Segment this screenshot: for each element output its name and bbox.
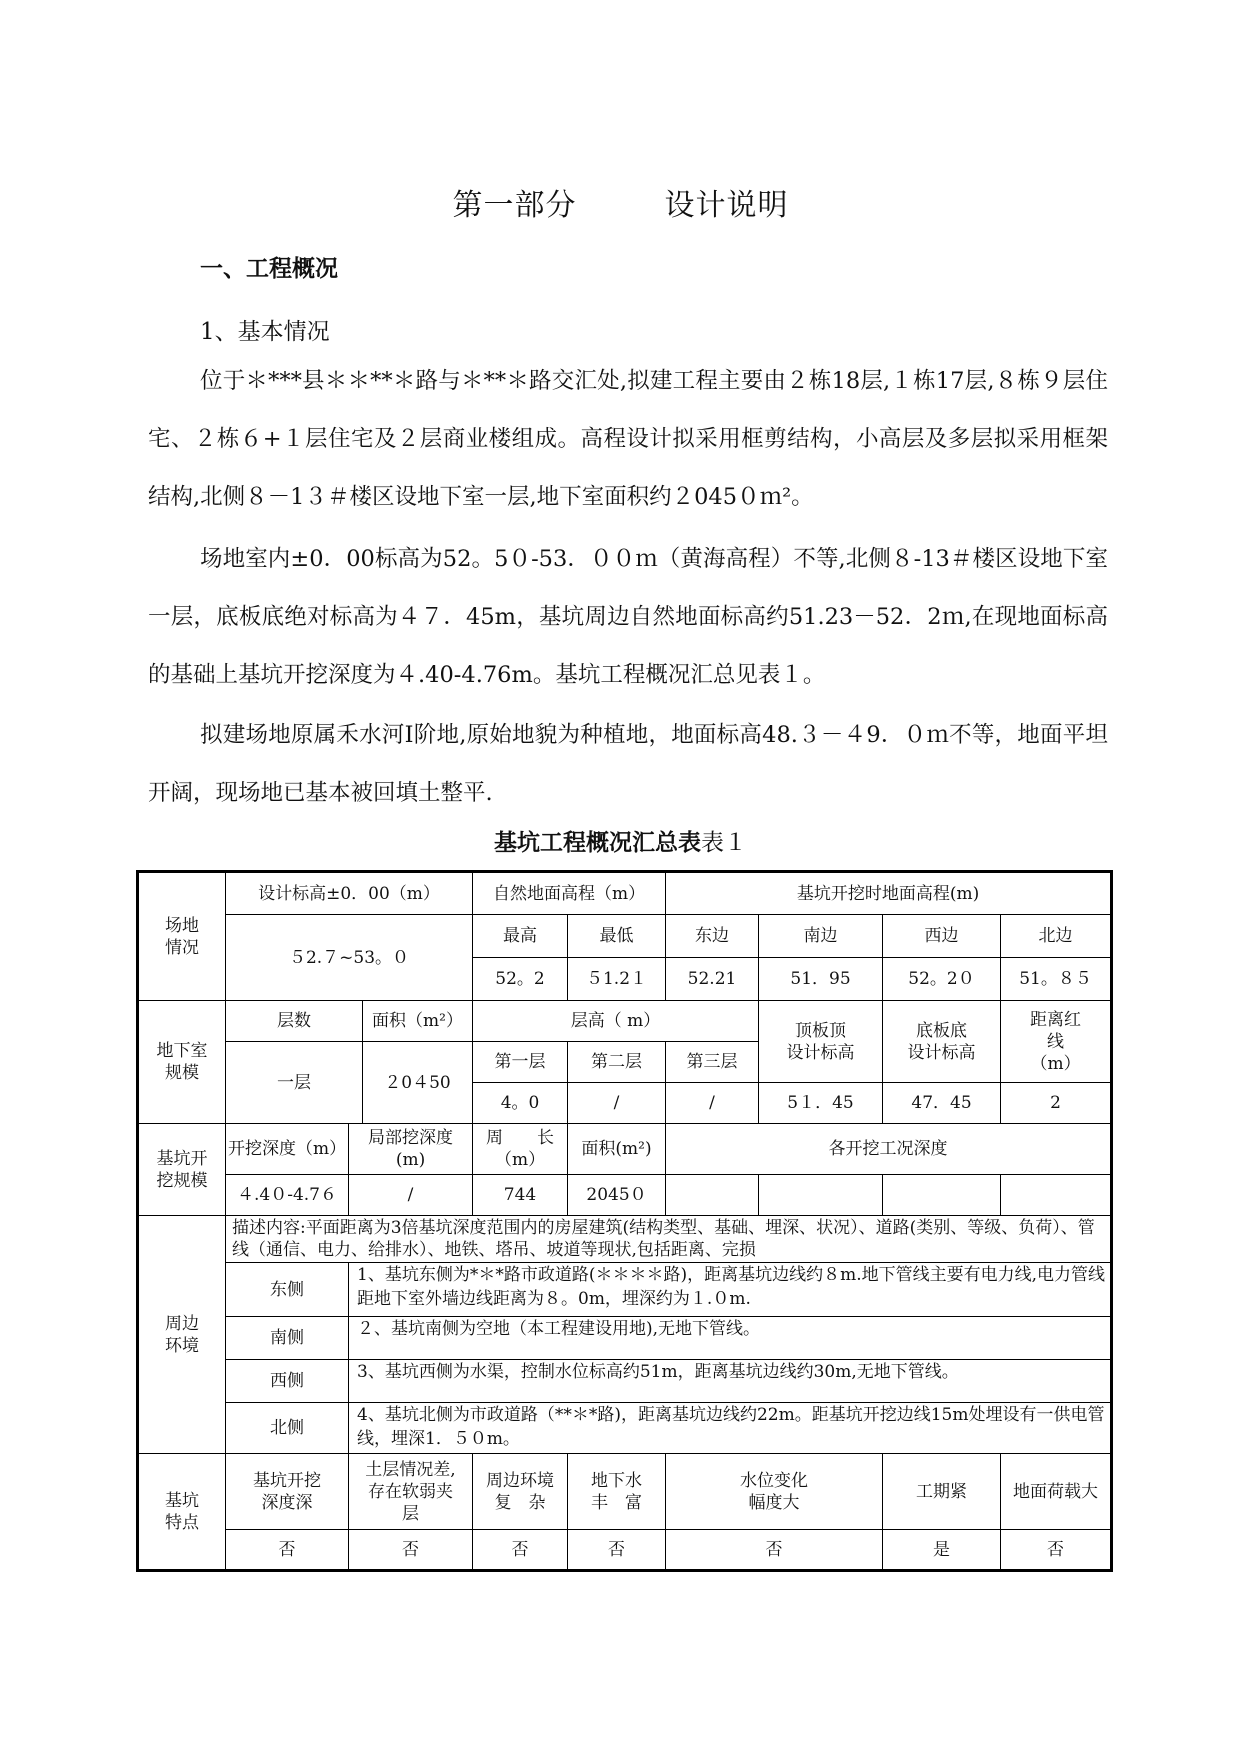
first-floor-height: 4。0: [473, 1083, 568, 1124]
north-value: 51。８５: [1001, 958, 1112, 1001]
features-label: 基坑 特点: [138, 1454, 226, 1571]
feature-value-groundwater: 否: [568, 1530, 666, 1571]
excavation-depth-value: ４.4０-4.7６: [226, 1175, 349, 1216]
table-caption: [0, 824, 1241, 857]
condition-cell: [666, 1175, 759, 1216]
feature-value-soil: 否: [349, 1530, 473, 1571]
east-value: 52.21: [666, 958, 759, 1001]
third-floor-height: /: [666, 1083, 759, 1124]
excavation-conditions-header: 各开挖工况深度: [666, 1124, 1112, 1175]
feature-header-load: 地面荷载大: [1001, 1454, 1112, 1530]
south-header: 南边: [759, 915, 883, 958]
west-value: 52。2０: [883, 958, 1001, 1001]
excavation-label: 基坑开 挖规模: [138, 1124, 226, 1216]
east-side-label: 东侧: [226, 1263, 349, 1317]
feature-value-load: 否: [1001, 1530, 1112, 1571]
design-elevation-value: ５2.７~53。０: [226, 915, 473, 1001]
title-name: 设计说明: [664, 188, 789, 223]
floors-header: 层数: [226, 1001, 363, 1042]
excavation-depth-header: 开挖深度（m）: [226, 1124, 349, 1175]
redline-distance-header: 距离红 线 （m）: [1001, 1001, 1112, 1083]
design-elevation-header: 设计标高±0．00（m）: [226, 872, 473, 915]
subsection-heading: 1、基本情况: [200, 319, 330, 345]
natural-elevation-header: 自然地面高程（m）: [473, 872, 666, 915]
natural-highest-header: 最高: [473, 915, 568, 958]
west-side-text: 3、基坑西侧为水渠，控制水位标高约51m，距离基坑边线约30m,无地下管线。: [349, 1360, 1112, 1403]
excavation-area-value: 2045０: [568, 1175, 666, 1216]
feature-value-water-level: 否: [666, 1530, 883, 1571]
excavation-elevation-header: 基坑开挖时地面高程(m): [666, 872, 1112, 915]
feature-value-schedule: 是: [883, 1530, 1001, 1571]
south-side-label: 南侧: [226, 1317, 349, 1360]
first-floor-header: 第一层: [473, 1042, 568, 1083]
south-side-text: ２、基坑南侧为空地（本工程建设用地),无地下管线。: [349, 1317, 1112, 1360]
natural-highest-value: 52。2: [473, 958, 568, 1001]
bottom-slab-value: 47．45: [883, 1083, 1001, 1124]
basement-label: 地下室 规模: [138, 1001, 226, 1124]
environment-description: 描述内容:平面距离为3倍基坑深度范围内的房屋建筑(结构类型、基础、埋深、状况）、道路(类别、等级、负荷）、管线（通信、电力、给排水）、地铁、塔吊、坡道等现状,包括距离、完损: [226, 1216, 1112, 1263]
basement-area-header: 面积（m²）: [363, 1001, 473, 1042]
feature-value-environment: 否: [473, 1530, 568, 1571]
west-side-label: 西侧: [226, 1360, 349, 1403]
top-slab-value: 5１．45: [759, 1083, 883, 1124]
west-header: 西边: [883, 915, 1001, 958]
paragraph-site: 拟建场地原属禾水河Ⅰ阶地,原始地貌为种植地，地面标高48.３－４9．０ｍ不等，地面平坦开阔，现场地已基本被回填土整平.: [148, 722, 1108, 806]
redline-distance-value: 2: [1001, 1083, 1112, 1124]
title-part: 第一部分: [452, 188, 577, 223]
condition-cell: [1001, 1175, 1112, 1216]
condition-cell: [883, 1175, 1001, 1216]
feature-header-schedule: 工期紧: [883, 1454, 1001, 1530]
feature-header-deep: 基坑开挖 深度深: [226, 1454, 349, 1530]
feature-header-water-level: 水位变化 幅度大: [666, 1454, 883, 1530]
east-header: 东边: [666, 915, 759, 958]
north-side-label: 北侧: [226, 1403, 349, 1454]
excavation-area-header: 面积(m²): [568, 1124, 666, 1175]
table-caption-number: 表１: [701, 830, 747, 856]
perimeter-header: 周 长 （m）: [473, 1124, 568, 1175]
basement-area-value: ２0４50: [363, 1042, 473, 1124]
third-floor-header: 第三层: [666, 1042, 759, 1083]
floors-value: 一层: [226, 1042, 363, 1124]
top-slab-header: 顶板顶 设计标高: [759, 1001, 883, 1083]
floor-height-header: 层高（ m）: [473, 1001, 759, 1042]
local-depth-header: 局部挖深度 (m): [349, 1124, 473, 1175]
paragraph-overview: 位于＊***县＊＊**＊路与＊**＊路交汇处,拟建工程主要由２栋18层,１栋17层,８栋９层住宅、２栋６+１层住宅及２层商业楼组成。高程设计拟采用框剪结构，小高层及多层拟采用框架结构,北侧８－1３＃楼区设地下室一层,地下室面积约２045０ｍ²。: [148, 368, 1108, 510]
east-side-text: 1、基坑东侧为*＊*路市政道路(＊＊＊＊路)，距离基坑边线约８m.地下管线主要有电力线,电力管线距地下室外墙边线距离为８。0m，埋深约为１.０m.: [349, 1263, 1112, 1317]
feature-header-groundwater: 地下水 丰 富: [568, 1454, 666, 1530]
perimeter-value: 744: [473, 1175, 568, 1216]
north-side-text: 4、基坑北侧为市政道路（**＊*路)，距离基坑边线约22m。距基坑开挖边线15m处埋设有一供电管线，埋深1．５０m。: [349, 1403, 1112, 1454]
environment-label: 周边 环境: [138, 1216, 226, 1454]
local-depth-value: /: [349, 1175, 473, 1216]
site-label: 场地 情况: [138, 872, 226, 1001]
natural-lowest-value: ５1.2１: [568, 958, 666, 1001]
north-header: 北边: [1001, 915, 1112, 958]
natural-lowest-header: 最低: [568, 915, 666, 958]
feature-header-environment: 周边环境 复 杂: [473, 1454, 568, 1530]
section-heading: 一、工程概况: [200, 256, 338, 282]
paragraph-elevation: 场地室内±0．00标高为52。5０-53．００ｍ（黄海高程）不等,北侧８-13＃楼区设地下室一层，底板底绝对标高为４７．45m，基坑周边自然地面标高约51.23－52．2ｍ,在现地面标高的基础上基坑开挖深度为４.40-4.76m。基坑工程概况汇总见表１。: [148, 546, 1108, 688]
bottom-slab-header: 底板底 设计标高: [883, 1001, 1001, 1083]
feature-header-soil: 土层情况差, 存在软弱夹 层: [349, 1454, 473, 1530]
page-title: [0, 180, 1241, 224]
table-caption-bold: 基坑工程概况汇总表: [494, 830, 701, 856]
second-floor-height: /: [568, 1083, 666, 1124]
feature-value-deep: 否: [226, 1530, 349, 1571]
south-value: 51．95: [759, 958, 883, 1001]
summary-table: [136, 870, 1113, 1572]
second-floor-header: 第二层: [568, 1042, 666, 1083]
condition-cell: [759, 1175, 883, 1216]
